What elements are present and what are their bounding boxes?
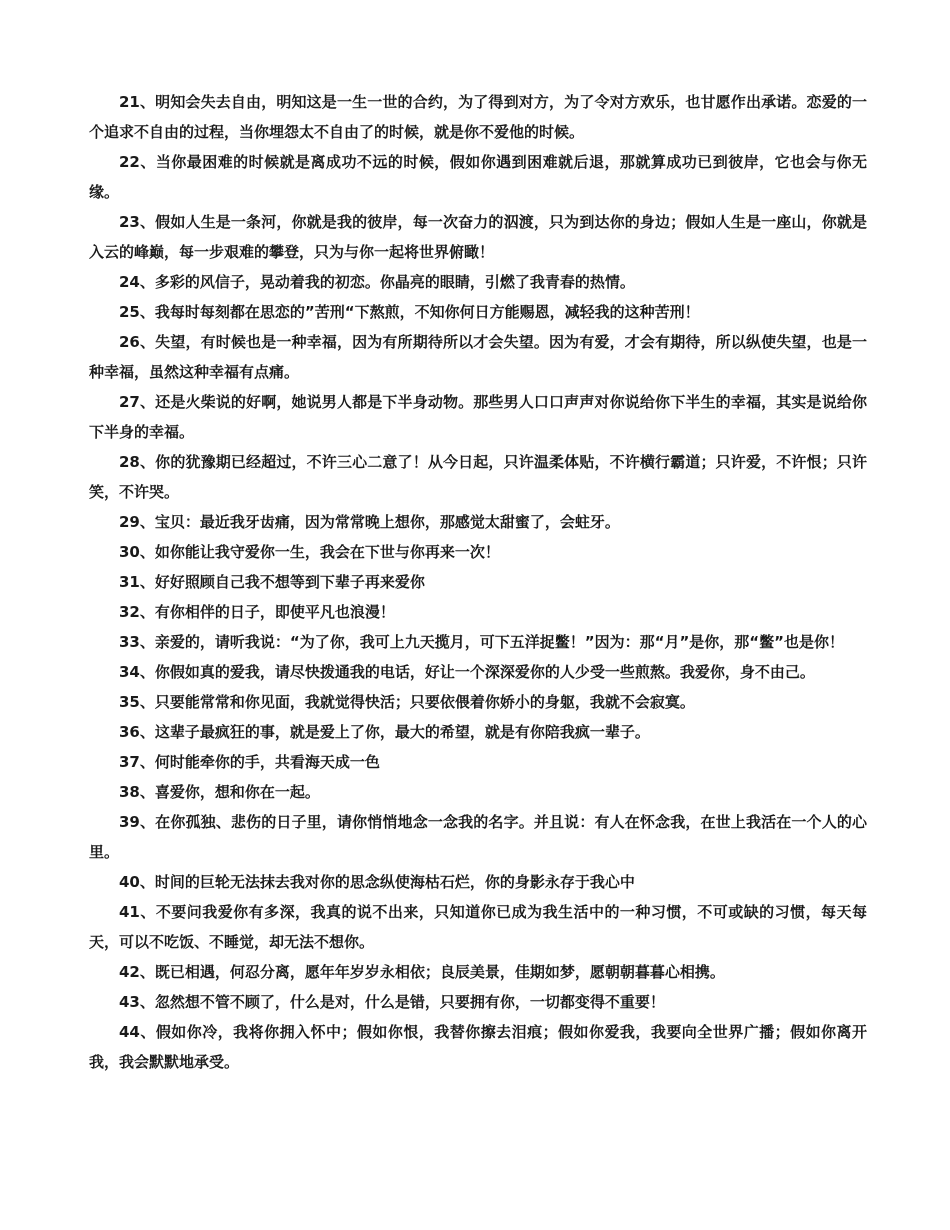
entry-37: 37、何时能牵你的手，共看海天成一色 [119, 753, 380, 771]
entry-28: 28、你的犹豫期已经超过，不许三心二意了！从今日起，只许温柔体贴，不许横行霸道；只许爱，不许恨；只许笑，不许哭。 [89, 453, 867, 501]
entry-39: 39、在你孤独、悲伤的日子里，请你悄悄地念一念我的名字。并且说：有人在怀念我，在世上我活在一个人的心里。 [89, 813, 867, 861]
entry-36: 36、这辈子最疯狂的事，就是爱上了你，最大的希望，就是有你陪我疯一辈子。 [119, 723, 650, 741]
entry-42: 42、既已相遇，何忍分离，愿年年岁岁永相依；良辰美景，佳期如梦，愿朝朝暮暮心相携。 [119, 963, 725, 981]
entry-30: 30、如你能让我守爱你一生，我会在下世与你再来一次！ [119, 543, 500, 561]
entry-44: 44、假如你冷，我将你拥入怀中；假如你恨，我替你擦去泪痕；假如你爱我，我要向全世界广播；假如你离开我，我会默默地承受。 [89, 1023, 867, 1071]
entry-38: 38、喜爱你，想和你在一起。 [119, 783, 320, 801]
entry-23: 23、假如人生是一条河，你就是我的彼岸，每一次奋力的泅渡，只为到达你的身边；假如人生是一座山，你就是入云的峰巅，每一步艰难的攀登，只为与你一起将世界俯瞰！ [89, 213, 867, 261]
entry-29: 29、宝贝：最近我牙齿痛，因为常常晚上想你，那感觉太甜蜜了，会蛀牙。 [119, 513, 620, 531]
entry-22: 22、当你最困难的时候就是离成功不远的时候，假如你遇到困难就后退，那就算成功已到彼岸，它也会与你无缘。 [89, 153, 867, 201]
entry-33: 33、亲爱的，请听我说：“为了你，我可上九天揽月，可下五洋捉鳖！”因为：那“月”是你，那“鳖”也是你！ [119, 633, 845, 651]
entry-41: 41、不要问我爱你有多深，我真的说不出来，只知道你已成为我生活中的一种习惯，不可或缺的习惯，每天每天，可以不吃饭、不睡觉，却无法不想你。 [89, 903, 867, 951]
entry-32: 32、有你相伴的日子，即使平凡也浪漫！ [119, 603, 395, 621]
entry-21: 21、明知会失去自由，明知这是一生一世的合约，为了得到对方，为了令对方欢乐，也甘愿作出承诺。恋爱的一个追求不自由的过程，当你埋怨太不自由了的时候，就是你不爱他的时候。 [89, 93, 867, 141]
document-body [89, 87, 867, 1077]
entry-40: 40、时间的巨轮无法抹去我对你的思念纵使海枯石烂，你的身影永存于我心中 [119, 873, 635, 891]
entry-24: 24、多彩的风信子，晃动着我的初恋。你晶亮的眼睛，引燃了我青春的热情。 [119, 273, 635, 291]
entry-26: 26、失望，有时候也是一种幸福，因为有所期待所以才会失望。因为有爱，才会有期待，所以纵使失望，也是一种幸福，虽然这种幸福有点痛。 [89, 333, 867, 381]
entry-34: 34、你假如真的爱我，请尽快拨通我的电话，好让一个深深爱你的人少受一些煎熬。我爱你，身不由己。 [119, 663, 815, 681]
entry-31: 31、好好照顾自己我不想等到下辈子再来爱你 [119, 573, 425, 591]
entry-25: 25、我每时每刻都在思恋的”苦刑“下熬煎，不知你何日方能赐恩，减轻我的这种苦刑！ [119, 303, 700, 321]
entry-35: 35、只要能常常和你见面，我就觉得快活；只要依偎着你娇小的身躯，我就不会寂寞。 [119, 693, 695, 711]
entry-43: 43、忽然想不管不顾了，什么是对，什么是错，只要拥有你，一切都变得不重要！ [119, 993, 665, 1011]
entry-27: 27、还是火柴说的好啊，她说男人都是下半身动物。那些男人口口声声对你说给你下半生的幸福，其实是说给你下半身的幸福。 [89, 393, 867, 441]
